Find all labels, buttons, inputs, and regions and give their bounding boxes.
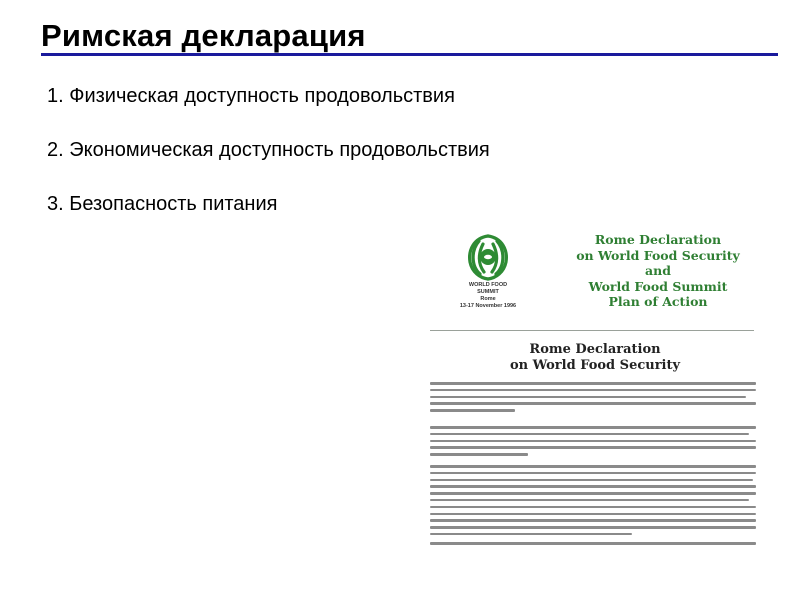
logo-caption-line: 13-17 November 1996 [459,303,517,309]
world-food-summit-logo-icon [458,228,518,286]
header-title-line: World Food Summit [588,278,728,294]
point-item: 1. Физическая доступность продовольствия [47,85,455,107]
point-item: 3. Безопасность питания [47,193,278,215]
title-underline [41,53,778,56]
body-title-line: on World Food Security [509,358,681,373]
header-title-line: on World Food Security [576,247,740,263]
logo-caption-line: WORLD FOOD [468,282,508,288]
document-header-title [566,232,750,310]
document-body-title [450,342,740,374]
rome-declaration-document-image [410,222,762,555]
document-paragraph [430,465,756,540]
document-paragraph [430,426,756,460]
logo-caption-line: SUMMIT [477,289,499,295]
header-title-line: Rome Declaration [594,232,722,247]
header-title-line: and [645,263,671,278]
document-paragraph [430,542,756,549]
document-header [430,222,750,322]
header-title-line: Plan of Action [608,294,708,309]
document-divider [430,330,754,331]
document-paragraph [430,382,756,416]
logo-caption-line: Rome [480,296,496,302]
body-title-line: Rome Declaration [529,342,661,357]
logo-caption [448,282,528,310]
point-item: 2. Экономическая доступность продовольствия [47,139,490,161]
slide-title: Римская декларация [41,18,366,53]
